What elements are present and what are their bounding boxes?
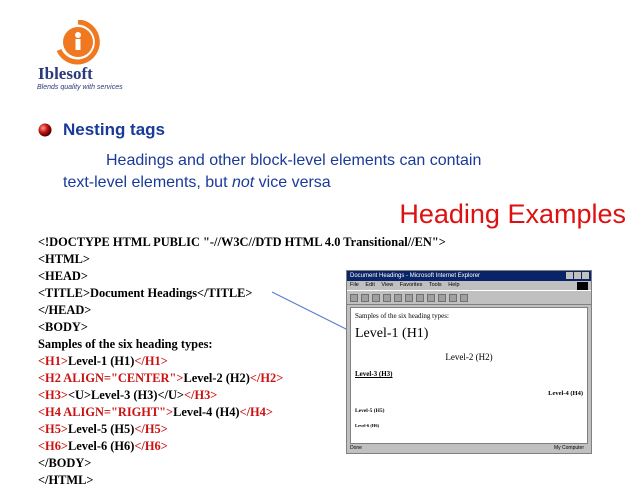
code-line-title: <TITLE>Document Headings</TITLE>	[38, 286, 253, 300]
browser-menubar	[347, 281, 591, 290]
favorites-icon	[416, 294, 424, 302]
bullet-title: Nesting tags	[63, 120, 166, 139]
windows-logo-icon	[577, 282, 588, 290]
rendered-h6: Level-6 (H6)	[355, 423, 380, 428]
close-icon	[582, 272, 589, 279]
h2-open-tag: <H2 ALIGN="CENTER">	[38, 371, 184, 385]
window-controls	[566, 272, 589, 279]
browser-title: Document Headings - Microsoft Internet Explorer	[350, 273, 481, 279]
stop-icon	[372, 294, 380, 302]
code-line-body-close: </BODY>	[38, 456, 92, 470]
h1-open-tag: <H1>	[38, 354, 68, 368]
h3-text: <U>Level-3 (H3)</U>	[67, 388, 184, 402]
h4-open-tag: <H4 ALIGN="RIGHT">	[38, 405, 174, 419]
maximize-icon	[574, 272, 581, 279]
h5-open-tag: <H5>	[38, 422, 68, 436]
code-line-head-close: </HEAD>	[38, 303, 92, 317]
h4-close-tag: </H4>	[239, 405, 273, 419]
menu-view: View	[381, 282, 394, 288]
menu-tools: Tools	[428, 282, 442, 288]
rendered-h4: Level-4 (H4)	[548, 390, 583, 397]
code-line-html-close: </HTML>	[38, 473, 94, 487]
rendered-intro: Samples of the six heading types:	[355, 312, 449, 320]
edit-icon	[460, 294, 468, 302]
code-line-head-open: <HEAD>	[38, 269, 88, 283]
search-icon	[405, 294, 413, 302]
h6-open-tag: <H6>	[38, 439, 68, 453]
h3-open-tag: <H3>	[38, 388, 68, 402]
emphasis-not: not	[231, 174, 255, 191]
h1-text: Level-1 (H1)	[67, 354, 135, 368]
menu-favorites: Favorites	[399, 282, 423, 288]
rendered-h5: Level-5 (H5)	[355, 408, 385, 414]
h6-text: Level-6 (H6)	[67, 439, 135, 453]
minimize-icon	[566, 272, 573, 279]
rendered-h1: Level-1 (H1)	[355, 326, 429, 341]
code-line-samples: Samples of the six heading types:	[38, 337, 213, 351]
browser-titlebar	[347, 271, 591, 281]
browser-screenshot	[346, 270, 592, 454]
refresh-icon	[383, 294, 391, 302]
heading-examples-title: Heading Examples	[399, 199, 626, 229]
menu-help: Help	[448, 282, 460, 288]
logo-tagline: Blends quality with services	[37, 84, 123, 91]
h3-close-tag: </H3>	[183, 388, 218, 402]
home-icon	[394, 294, 402, 302]
h5-close-tag: </H5>	[134, 422, 168, 436]
description-line-2-start: text-level elements, but	[63, 174, 232, 191]
logo-name: Iblesoft	[38, 64, 93, 83]
rendered-h2: Level-2 (H2)	[445, 352, 493, 362]
print-icon	[449, 294, 457, 302]
back-icon	[350, 294, 358, 302]
h4-text: Level-4 (H4)	[173, 405, 240, 419]
description-line-1: Headings and other block-level elements can contain	[106, 152, 482, 169]
browser-toolbar	[347, 290, 591, 305]
browser-content	[350, 307, 588, 444]
browser-statusbar	[350, 444, 588, 452]
mail-icon	[438, 294, 446, 302]
menu-edit: Edit	[365, 282, 375, 288]
status-done: Done	[350, 445, 362, 451]
code-line-html-open: <HTML>	[38, 252, 90, 266]
rendered-h3: Level-3 (H3)	[355, 370, 393, 378]
code-line-body-open: <BODY>	[38, 320, 88, 334]
h1-close-tag: </H1>	[134, 354, 168, 368]
status-zone: My Computer	[553, 445, 584, 451]
menu-file: File	[350, 282, 359, 288]
code-line-doctype: <!DOCTYPE HTML PUBLIC "-//W3C//DTD HTML 4.0 Transitional//EN">	[38, 235, 446, 249]
h2-close-tag: </H2>	[249, 371, 284, 385]
description-line-2-end: vice versa	[254, 174, 331, 191]
h6-close-tag: </H6>	[134, 439, 168, 453]
h2-text: Level-2 (H2)	[183, 371, 250, 385]
forward-icon	[361, 294, 369, 302]
history-icon	[427, 294, 435, 302]
h5-text: Level-5 (H5)	[67, 422, 135, 436]
